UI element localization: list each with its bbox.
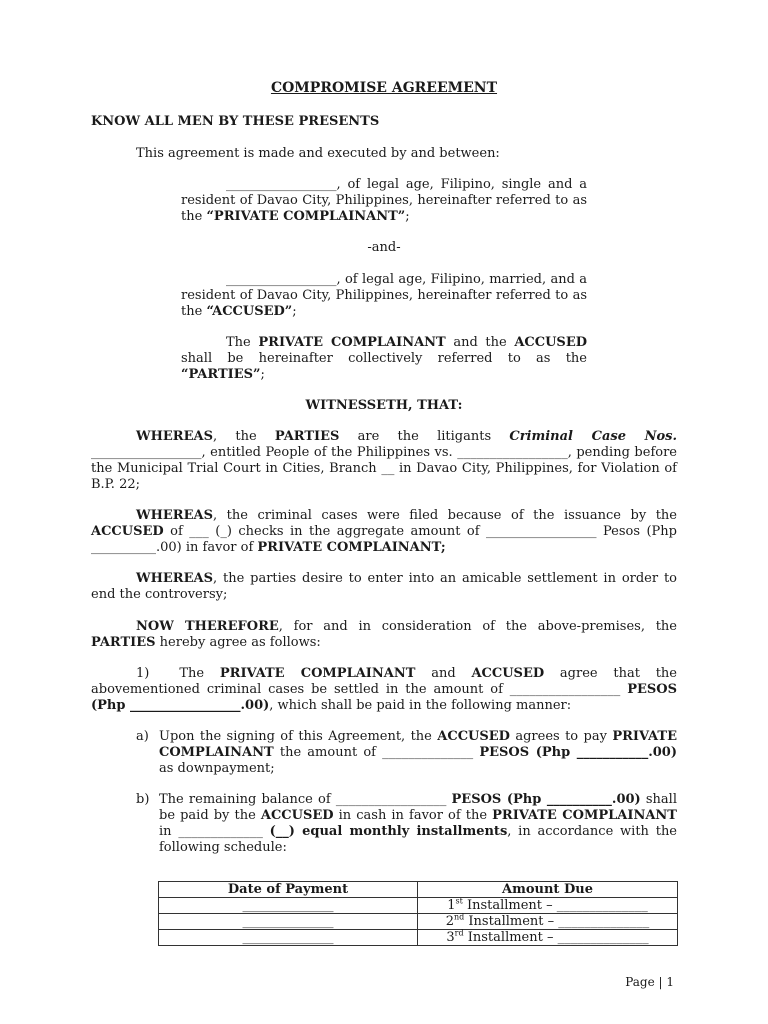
party2-name-blank: _________________ [226, 272, 337, 287]
item-a-text-1: Upon the signing of this Agreement, the [159, 729, 438, 744]
row-date-cell: ______________ [159, 930, 418, 946]
whereas3-paragraph [91, 571, 677, 603]
item1-pc: PRIVATE COMPLAINANT [219, 666, 416, 681]
parties-text-1: The [226, 335, 259, 350]
item1-acc: ACCUSED [471, 666, 545, 681]
whereas1-text-2: are the litigants [339, 429, 510, 444]
row-amount-cell [418, 898, 678, 914]
item-b-label: b) [136, 792, 150, 807]
whereas2-pc: PRIVATE COMPLAINANT; [257, 540, 446, 555]
installment-number: 3 [446, 930, 455, 945]
intro-text: KNOW ALL MEN BY THESE PRESENTS [91, 114, 380, 129]
now-therefore-parties: PARTIES [91, 635, 156, 650]
parties-paragraph [181, 335, 587, 383]
party1-end: ; [405, 209, 410, 224]
item-b-text-1: The remaining balance of _________________ [159, 792, 452, 807]
whereas2-label: WHEREAS [136, 508, 213, 523]
table-header-row [159, 882, 678, 898]
page-number-footer: Page | 1 [625, 975, 674, 989]
now-therefore-paragraph [91, 619, 677, 651]
installment-number: 2 [445, 914, 454, 929]
row-amount-cell [418, 914, 678, 930]
table-row [159, 914, 678, 930]
whereas3-label: WHEREAS [136, 571, 213, 586]
item-a-paragraph [159, 729, 677, 777]
item-a-text-2: agrees to pay [509, 729, 613, 744]
whereas1-parties: PARTIES [274, 429, 340, 444]
party1-paragraph [181, 177, 587, 225]
table-row [159, 930, 678, 946]
installment-suffix: st [455, 896, 463, 906]
item-b-acc: ACCUSED [260, 808, 334, 823]
installment-suffix: nd [454, 912, 465, 922]
payment-schedule-table [158, 881, 678, 946]
item1-text-1: and [415, 666, 472, 681]
party2-role: “ACCUSED” [206, 304, 293, 319]
row-amount-cell [418, 930, 678, 946]
item-a-acc: ACCUSED [437, 729, 510, 744]
whereas1-label: WHEREAS [136, 429, 213, 444]
party2-end: ; [292, 304, 297, 319]
row-date-cell: ______________ [159, 914, 418, 930]
item-b-text-3: in cash in favor of the [333, 808, 493, 823]
item1-text-2: agree that the abovementioned criminal cases be settled in the amount of _________________ [91, 666, 677, 697]
parties-text-2: and the [445, 335, 515, 350]
document-title: COMPROMISE AGREEMENT [270, 80, 498, 96]
party2-text: , of legal age, Filipino, married, and a resident of Davao City, Philippines, hereinafter referred to as the [181, 272, 587, 319]
item1-number: 1) [136, 666, 150, 681]
installment-number: 1 [447, 898, 456, 913]
parties-label: “PARTIES” [181, 367, 261, 382]
whereas1-text-1: , the [212, 429, 275, 444]
item-b-paragraph [159, 792, 677, 856]
item-a-text-3: the amount of ______________ [273, 745, 480, 760]
item-a-label: a) [136, 729, 149, 744]
party2-paragraph [181, 272, 587, 320]
installment-label: Installment – ______________ [462, 898, 648, 913]
item-b-text-4: in _____________ [159, 824, 270, 839]
now-therefore-text-1: , for and in consideration of the above-premises, the [278, 619, 677, 634]
party1-role: “PRIVATE COMPLAINANT” [206, 209, 406, 224]
installment-label: Installment – ______________ [463, 930, 649, 945]
item1-paragraph [91, 666, 677, 714]
and-separator: -and- [367, 240, 401, 255]
col-date-of-payment: Date of Payment [159, 882, 418, 898]
pc-label: PRIVATE COMPLAINANT [258, 335, 446, 350]
witnesseth-text: WITNESSETH, THAT: [305, 398, 463, 413]
item1-pesos: PESOS (Php _________________.00) [91, 682, 677, 713]
item-b-text-5: , in accordance with the following schedule: [159, 824, 678, 855]
now-therefore-label: NOW THEREFORE [136, 619, 279, 634]
item-a-pc: PRIVATE COMPLAINANT [159, 729, 678, 760]
installment-label: Installment – ______________ [464, 914, 650, 929]
item-a-text-4: as downpayment; [159, 761, 275, 776]
whereas2-text-2: of ___ (_) checks in the aggregate amount of _________________ Pesos (Php __________.00) in favor of [91, 524, 677, 555]
item-b-pesos: PESOS (Php __________.00) [451, 792, 641, 807]
item-b-installments: (__) equal monthly installments [269, 824, 508, 839]
item1-text-0: The [179, 666, 220, 681]
made-between-line: This agreement is made and executed by and between: [136, 146, 500, 161]
whereas1-text-3: _________________, entitled People of the Philippines vs. _________________, pending before the Municipal Trial Court in Cities, Branch __ in Davao City, Philippines, for Violation of B.P. 22; [91, 445, 677, 492]
party1-name-blank: _________________ [226, 177, 337, 192]
col-amount-due: Amount Due [418, 882, 678, 898]
table-row [159, 898, 678, 914]
parties-end: ; [260, 367, 265, 382]
now-therefore-text-2: hereby agree as follows: [155, 635, 321, 650]
whereas3-text-1: , the parties desire to enter into an amicable settlement in order to end the controversy; [91, 571, 677, 602]
item-b-pc: PRIVATE COMPLAINANT [492, 808, 677, 823]
item-a-pesos: PESOS (Php ___________.00) [479, 745, 677, 760]
whereas2-acc: ACCUSED [91, 524, 164, 539]
whereas2-text-1: , the criminal cases were filed because of the issuance by the [212, 508, 677, 523]
item-b-text-2: shall be paid by the [159, 792, 677, 823]
whereas1-case: Criminal Case Nos. [509, 429, 677, 444]
whereas1-paragraph [91, 429, 677, 493]
installment-suffix: rd [454, 928, 464, 938]
parties-text-3: shall be hereinafter collectively referred to as the [181, 351, 587, 366]
party1-text: , of legal age, Filipino, single and a resident of Davao City, Philippines, hereinafter referred to as the [181, 177, 587, 224]
acc-label: ACCUSED [514, 335, 587, 350]
whereas2-paragraph [91, 508, 677, 556]
item1-text-3: , which shall be paid in the following manner: [269, 698, 572, 713]
intro-line [91, 114, 379, 130]
row-date-cell: ______________ [159, 898, 418, 914]
witnesseth-heading [91, 398, 677, 414]
